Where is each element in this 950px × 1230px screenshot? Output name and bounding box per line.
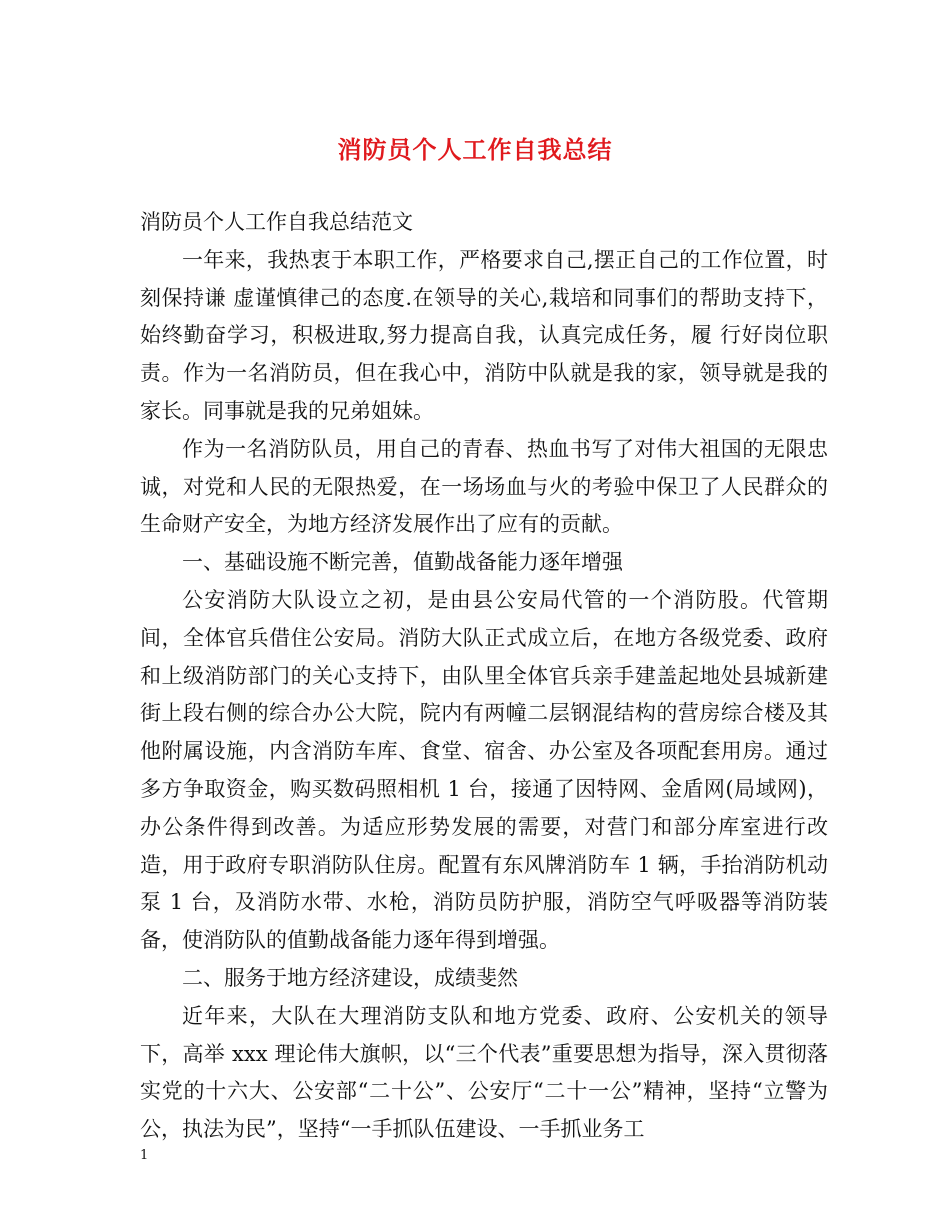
paragraph-intro: 一年来，我热衷于本职工作，严格要求自己,摆正自己的工作位置，时刻保持谦 虚谨慎律己的态度.在领导的关心,栽培和同事们的帮助支持下，始终勤奋学习，积极进取,努力提高自我，认真完成任务，履 行好岗位职责。作为一名消防员，但在我心中，消防中队就是我的家，领导就是我的家长。同事就是我的兄弟姐妹。 <box>140 247 828 423</box>
section-heading-1: 一、基础设施不断完善，值勤战备能力逐年增强 <box>182 550 623 575</box>
page-number: 1 <box>140 1148 149 1163</box>
paragraph-dedication: 作为一名消防队员，用自己的青春、热血书写了对伟大祖国的无限忠诚，对党和人民的无限热爱，在一场场血与火的考验中保卫了人民群众的生命财产安全，为地方经济发展作出了应有的贡献。 <box>140 436 828 537</box>
paragraph-service: 近年来，大队在大理消防支队和地方党委、政府、公安机关的领导下，高举 xxx 理论伟大旗帜，以“三个代表”重要思想为指导，深入贯彻落实党的十六大、公安部“二十公”、公安厅“二十一公”精神，坚持“立警为公，执法为民”，坚持“一手抓队伍建设、一手抓业务工 <box>140 1003 828 1142</box>
paragraph-facilities: 公安消防大队设立之初，是由县公安局代管的一个消防股。代管期间，全体官兵借住公安局。消防大队正式成立后，在地方各级党委、政府和上级消防部门的关心支持下，由队里全体官兵亲手建盖起地处县城新建街上段右侧的综合办公大院，院内有两幢二层钢混结构的营房综合楼及其他附属设施，内含消防车库、食堂、宿舍、办公室及各项配套用房。通过多方争取资金，购买数码照相机 1 台，接通了因特网、金盾网(局域网)，办公条件得到改善。为适应形势发展的需要，对营门和部分库室进行改造，用于政府专职消防队住房。配置有东风牌消防车 1 辆，手抬消防机动泵 1 台，及消防水带、水枪，消防员防护服，消防空气呼吸器等消防装备，使消防队的值勤战备能力逐年得到增强。 <box>140 587 828 953</box>
document-body <box>140 204 828 1149</box>
document-subtitle: 消防员个人工作自我总结范文 <box>140 210 413 234</box>
section-heading-2: 二、服务于地方经济建设，成绩斐然 <box>182 965 518 990</box>
document-title: 消防员个人工作自我总结 <box>337 136 613 164</box>
